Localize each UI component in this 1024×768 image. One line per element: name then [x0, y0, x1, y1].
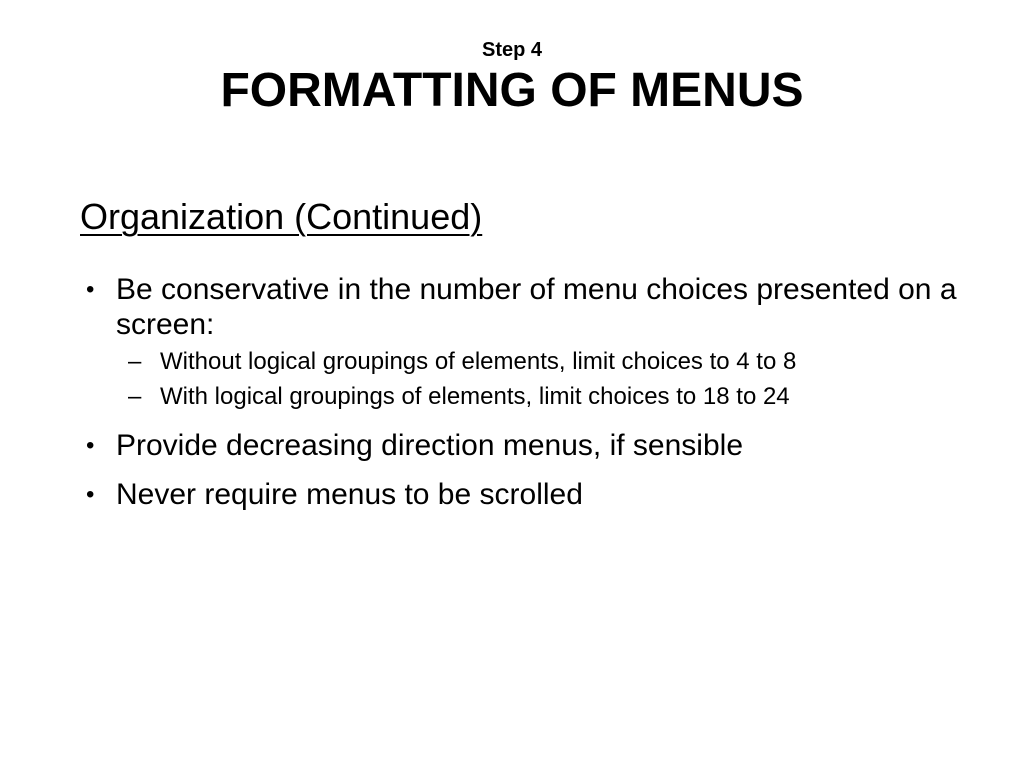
bullet-marker: •	[86, 432, 95, 459]
bullet-list	[80, 272, 980, 512]
sub-bullet-item	[116, 379, 980, 414]
bullet-marker: •	[86, 276, 95, 303]
bullet-marker: •	[86, 481, 95, 508]
bullet-item	[80, 272, 980, 414]
sub-bullet-item	[116, 344, 980, 379]
slide-title: FORMATTING OF MENUS	[220, 64, 804, 117]
sub-bullet-text: Without logical groupings of elements, limit choices to 4 to 8	[160, 348, 797, 375]
bullet-text: Never require menus to be scrolled	[116, 478, 583, 511]
bullet-item	[80, 428, 980, 463]
sub-bullet-list	[116, 344, 980, 414]
bullet-text: Provide decreasing direction menus, if sensible	[116, 429, 743, 462]
sub-bullet-marker: –	[128, 348, 142, 375]
section-subheading: Organization (Continued)	[80, 196, 483, 237]
bullet-text: Be conservative in the number of menu choices presented on a screen:	[116, 273, 957, 341]
sub-bullet-marker: –	[128, 383, 142, 410]
bullet-item	[80, 477, 980, 512]
step-label: Step 4	[481, 39, 543, 61]
sub-bullet-text: With logical groupings of elements, limit choices to 18 to 24	[160, 383, 790, 410]
